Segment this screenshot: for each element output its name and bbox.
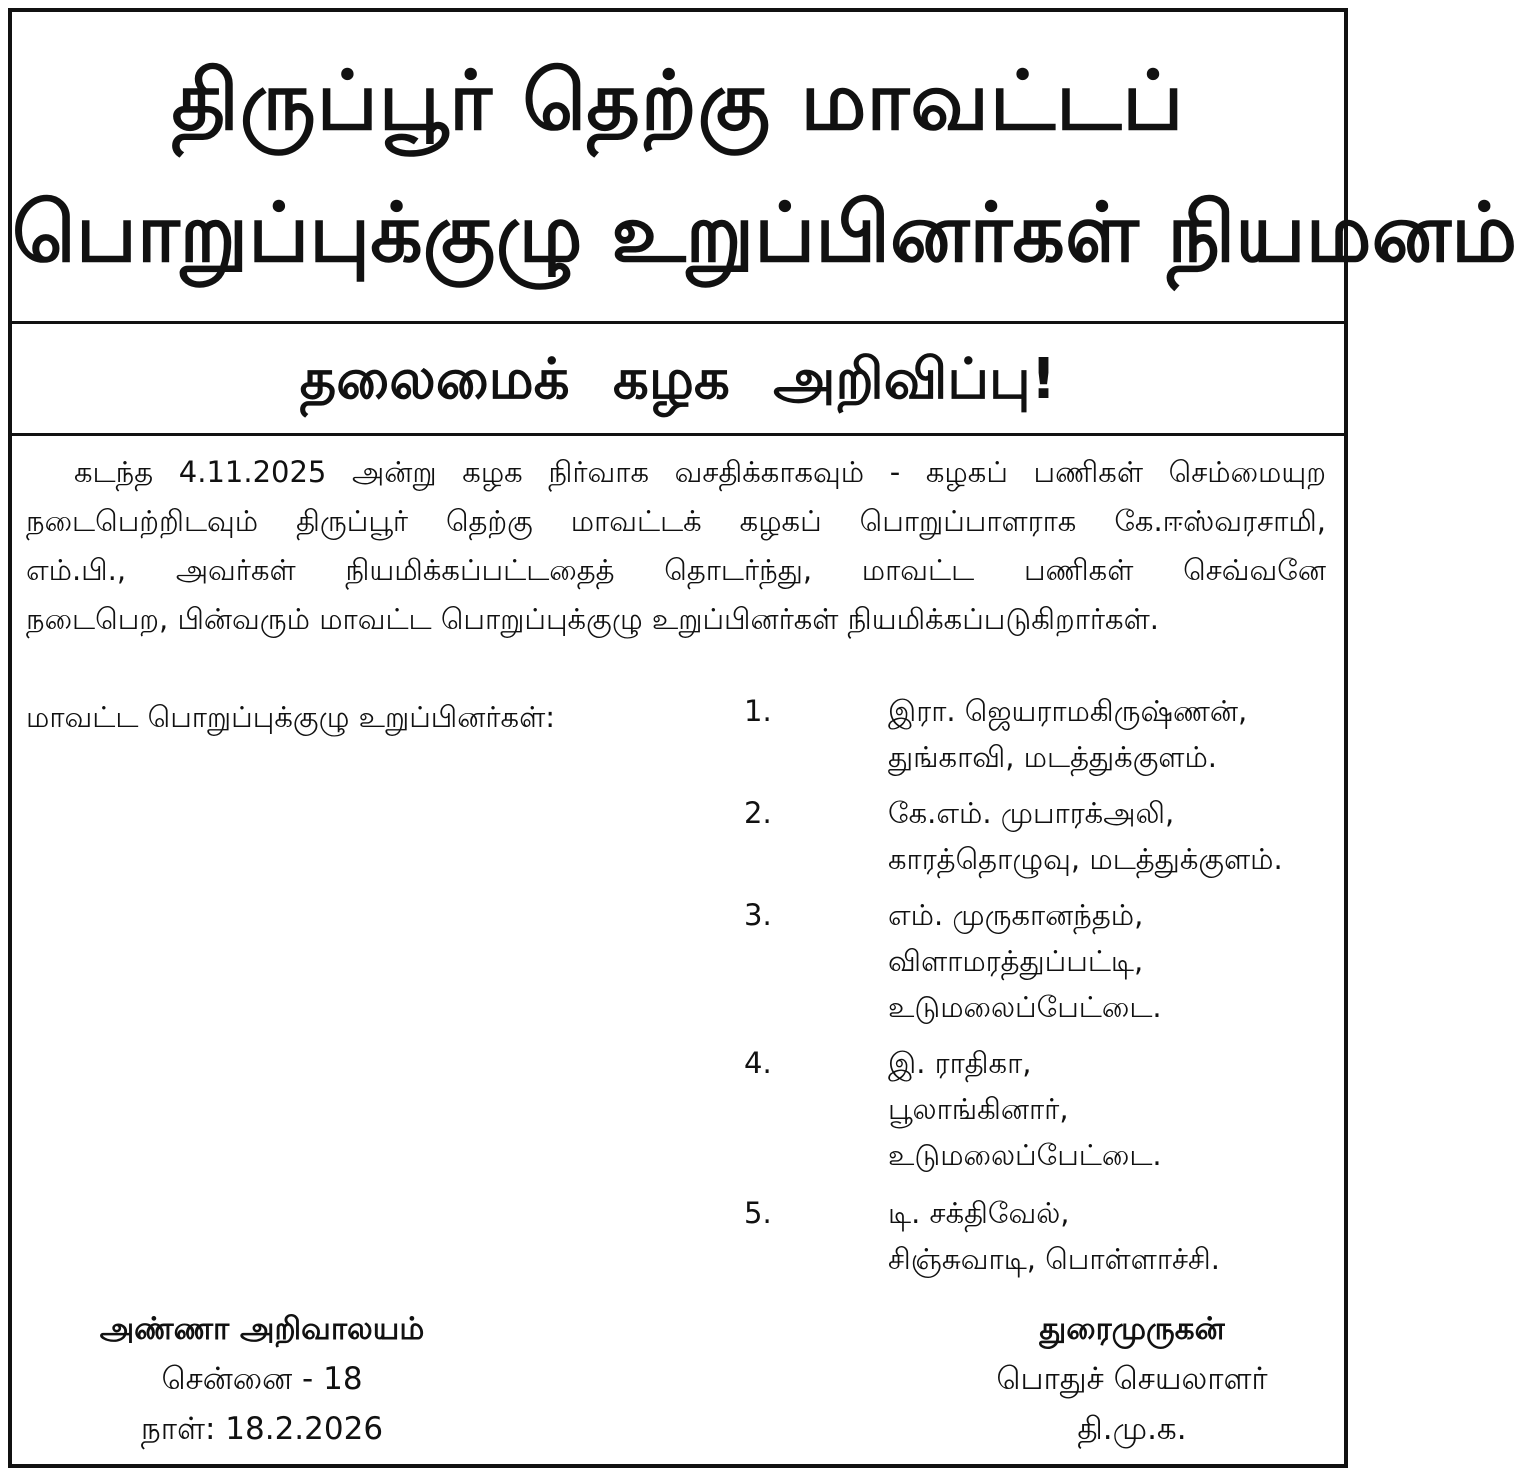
- member-place: பூலாங்கினார்,: [888, 1092, 1069, 1126]
- member-name: கே.எம். முபாரக்அலி,: [888, 796, 1175, 830]
- notice-page: [8, 8, 1517, 1468]
- member-place: உடுமலைப்பேட்டை.: [888, 1138, 1162, 1172]
- member-details: [888, 1190, 1220, 1282]
- paragraph-line: கடந்த 4.11.2025 அன்று கழக நிர்வாக வசதிக்காகவும் - கழகப் பணிகள் செம்மையுற: [74, 455, 1326, 489]
- member-place: சிஞ்சுவாடி, பொள்ளாச்சி.: [888, 1242, 1220, 1276]
- signatory-name: துரைமுருகன்: [1039, 1311, 1225, 1347]
- member-details: [888, 790, 1283, 882]
- members-label: மாவட்ட பொறுப்புக்குழு உறுப்பினர்கள்:: [26, 700, 556, 734]
- member-name: எம். முருகானந்தம்,: [888, 898, 1144, 932]
- member-name: டி. சக்திவேல்,: [888, 1196, 1070, 1230]
- headline-line-2: பொறுப்புக்குழு உறுப்பினர்கள் நியமனம்: [12, 186, 1517, 281]
- office-city: சென்னை - 18: [161, 1361, 363, 1397]
- issuing-office-block: [52, 1304, 472, 1454]
- signatory-title: பொதுச் செயலாளர்: [996, 1361, 1268, 1397]
- headline-line-1: திருப்பூர் தெற்கு மாவட்டப்: [171, 54, 1185, 149]
- announcement-paragraph: [26, 448, 1326, 644]
- paragraph-line: நடைபெற்றிடவும் திருப்பூர் தெற்கு மாவட்டக் கழகப் பொறுப்பாளராக கே.ஈஸ்வரசாமி,: [26, 504, 1326, 538]
- paragraph-line: எம்.பி., அவர்கள் நியமிக்கப்பட்டதைத் தொடர்ந்து, மாவட்ட பணிகள் செவ்வனே: [26, 553, 1326, 587]
- subheading: தலைமைக் கழக அறிவிப்பு!: [12, 324, 1344, 436]
- member-number: 3.: [744, 898, 772, 932]
- member-place: காரத்தொழுவு, மடத்துக்குளம்.: [888, 842, 1283, 876]
- office-name: அண்ணா அறிவாலயம்: [99, 1311, 425, 1347]
- member-place: விளாமரத்துப்பட்டி,: [888, 944, 1144, 978]
- paragraph-line: நடைபெற, பின்வரும் மாவட்ட பொறுப்புக்குழு உறுப்பினர்கள் நியமிக்கப்படுகிறார்கள்.: [26, 602, 1159, 636]
- member-place: துங்காவி, மடத்துக்குளம்.: [888, 740, 1218, 774]
- member-details: [888, 892, 1162, 1030]
- member-number: 4.: [744, 1046, 772, 1080]
- member-details: [888, 688, 1247, 780]
- member-number: 2.: [744, 796, 772, 830]
- notice-date: நாள்: 18.2.2026: [140, 1411, 384, 1447]
- member-name: இ. ராதிகா,: [888, 1046, 1032, 1080]
- member-number: 5.: [744, 1196, 772, 1230]
- member-name: இரா. ஜெயராமகிருஷ்ணன்,: [888, 694, 1248, 728]
- member-place: உடுமலைப்பேட்டை.: [888, 990, 1162, 1024]
- member-number: 1.: [744, 694, 772, 728]
- party-name: தி.மு.க.: [1077, 1411, 1187, 1447]
- signatory-block: [942, 1304, 1322, 1454]
- member-details: [888, 1040, 1162, 1178]
- notice-header: [12, 12, 1517, 324]
